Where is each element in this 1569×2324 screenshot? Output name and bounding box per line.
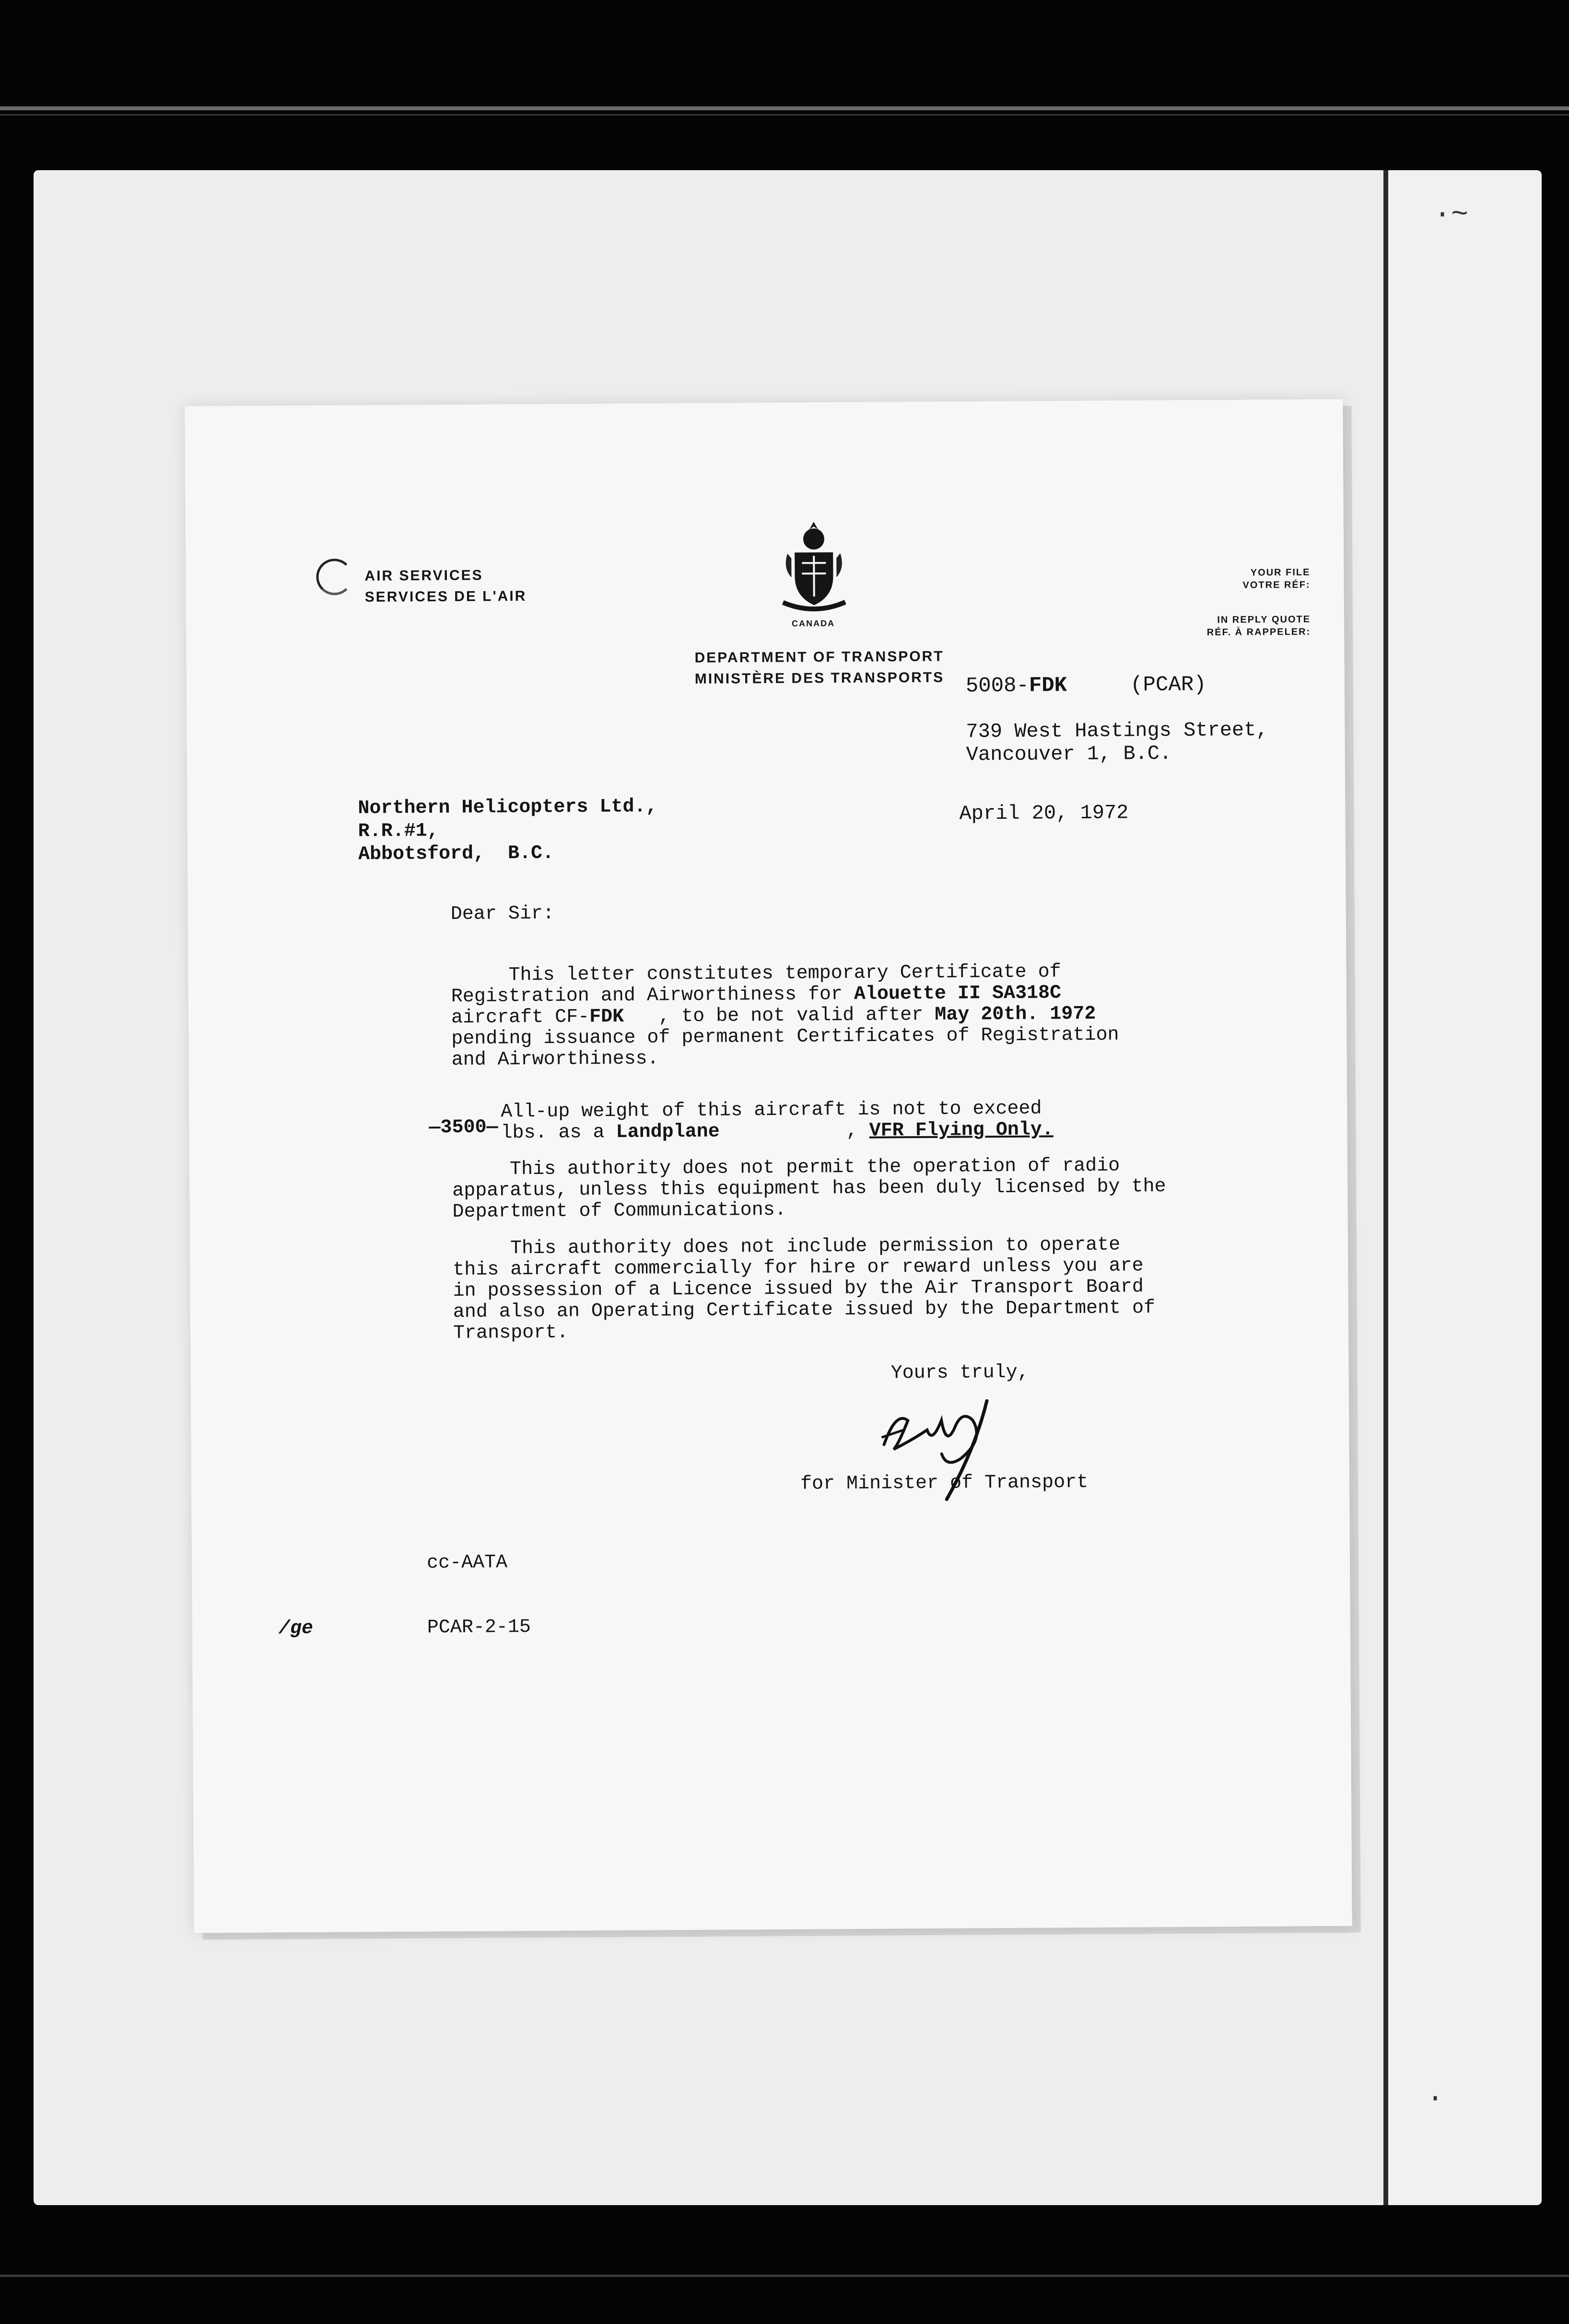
letterhead-country: CANADA: [792, 618, 835, 628]
film-border-bottom: [0, 2275, 1569, 2277]
canada-coat-of-arms-icon: [768, 520, 860, 614]
valediction: Yours truly,: [890, 1361, 1029, 1384]
punch-hole-mark: [316, 558, 352, 595]
letterhead-department: DEPARTMENT OF TRANSPORT MINISTÈRE DES TRANSPORTS: [694, 648, 945, 687]
paragraph-weight: All-up weight of this aircraft is not to exceed lbs. as a Landplane , VFR Flying Only.: [501, 1098, 1054, 1144]
salutation: Dear Sir:: [450, 903, 554, 926]
film-border-top: [0, 106, 1569, 110]
typist-initials: /ge: [278, 1617, 314, 1640]
recipient-address: Northern Helicopters Ltd., R.R.#1, Abbotsford, B.C.: [358, 796, 657, 866]
sender-address: 739 West Hastings Street, Vancouver 1, B.C.: [966, 718, 1268, 767]
weight-limit-value: —3500—: [429, 1116, 498, 1139]
your-file-label: YOUR FILE VOTRE RÉF:: [1242, 567, 1311, 591]
file-reference: 5008-FDK (PCAR): [965, 673, 1206, 698]
paragraph-registration: This letter constitutes temporary Certificate of Registration and Airworthiness for Alouette II SA318C aircraft CF-FDK , to be not valid after May 20th. 1972 pending issuance of permanent Certificates of Registration and Airworthiness.: [451, 961, 1119, 1071]
letter-date: April 20, 1972: [959, 801, 1129, 825]
cc-line: cc-AATA: [426, 1552, 508, 1574]
paragraph-radio: This authority does not permit the operation of radio apparatus, unless this equipment has been duly licensed by the Department of Communications.: [452, 1155, 1166, 1223]
side-strip: [1383, 170, 1542, 2205]
strip-mark-top: ·~: [1434, 199, 1469, 232]
reply-quote-label: IN REPLY QUOTE RÉF. À RAPPELER:: [1206, 614, 1311, 638]
strip-mark-bottom: ·: [1427, 2083, 1444, 2115]
paragraph-commercial: This authority does not include permission to operate this aircraft commercially for hire or reward unless you are in possession of a Licence issued by the Air Transport Board and also an Operating Certificate issued by the Department of Transport.: [453, 1234, 1156, 1345]
film-border-top-inner: [0, 114, 1569, 116]
form-code: PCAR-2-15: [427, 1616, 531, 1639]
signature-line: for Minister of Transport: [800, 1471, 1089, 1495]
letterhead-service: AIR SERVICES SERVICES DE L'AIR: [364, 567, 527, 605]
letter-page: [185, 399, 1352, 1933]
